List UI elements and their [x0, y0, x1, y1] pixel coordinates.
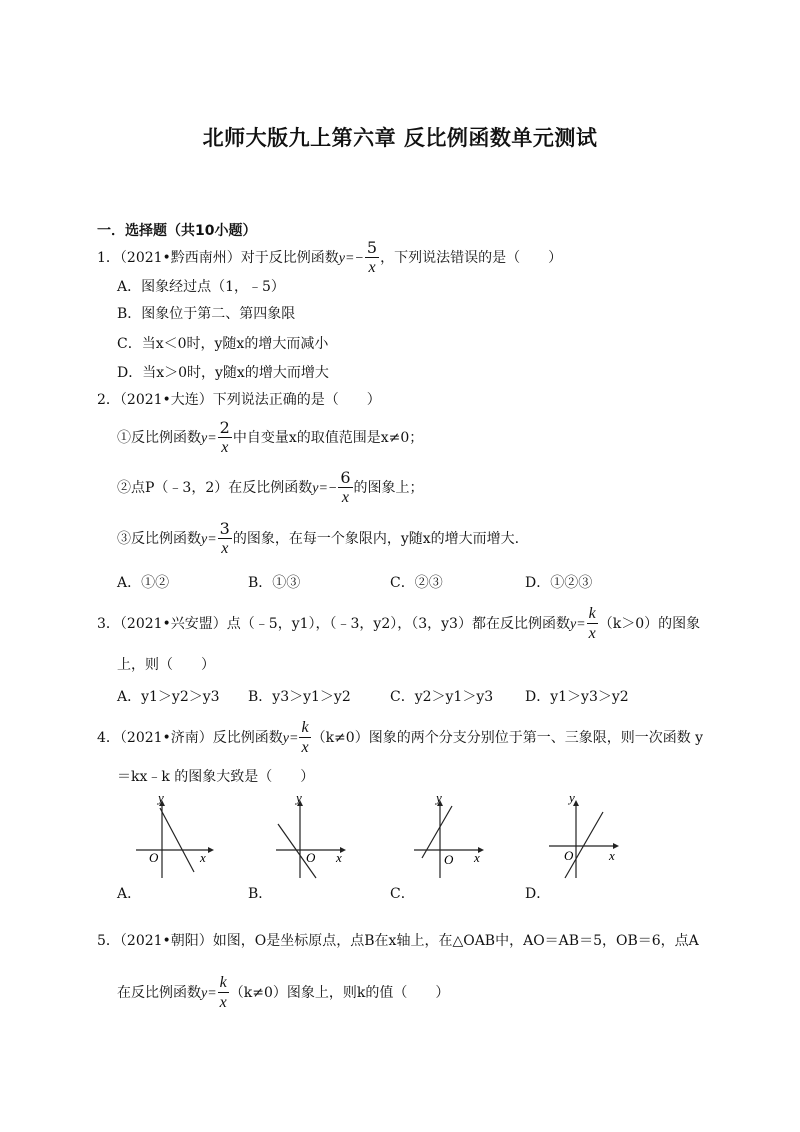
q4-func-lhs: y=	[282, 731, 299, 746]
q4-fraction	[299, 720, 310, 756]
y-label: y	[296, 792, 302, 805]
y-label: y	[436, 792, 442, 805]
q2-s3-num: 3	[219, 519, 230, 538]
q1-option-d[interactable]: D．当x＞0时，y随x的增大而增大	[117, 365, 329, 381]
q3-option-a[interactable]: A．y1＞y2＞y3	[117, 689, 220, 705]
question-2-stem: 2．（2021•大连）下列说法正确的是（ ）	[97, 392, 381, 408]
x-label: x	[200, 850, 206, 865]
q4-option-c[interactable]: C．	[390, 886, 415, 902]
q2-s2-pre: ②点P（﹣3，2）在反比例函数	[117, 480, 313, 496]
q3-stem-post: （k＞0）的图象	[598, 616, 701, 632]
q4-frac-den: x	[301, 739, 309, 756]
q2-statement-2	[117, 470, 424, 506]
q5-func-lhs: y=	[201, 986, 217, 1001]
q1-option-a[interactable]: A．图象经过点（1，﹣5）	[117, 279, 285, 295]
q3-option-c[interactable]: C．y2＞y1＞y3	[390, 689, 494, 705]
q2-option-c[interactable]: C．②③	[390, 575, 443, 591]
q1-option-c[interactable]: C．当x＜0时，y随x的增大而减小	[117, 336, 329, 352]
q3-option-b[interactable]: B．y3＞y1＞y2	[248, 689, 351, 705]
q2-option-d[interactable]: D．①②③	[525, 575, 593, 591]
q2-s1-pre: ①反比例函数	[117, 430, 201, 446]
q1-frac-num: 5	[366, 238, 378, 257]
q2-s3-lhs: y=	[201, 532, 217, 547]
q4-option-b[interactable]: B．	[248, 886, 273, 902]
q4-option-d[interactable]: D．	[525, 886, 551, 902]
section-heading: 一．选择题（共10小题）	[97, 223, 257, 239]
q2-s3-pre: ③反比例函数	[117, 531, 201, 547]
origin-label: O	[564, 848, 574, 863]
q2-s2-post: 的图象上；	[353, 480, 424, 496]
q2-option-b[interactable]: B．①③	[248, 575, 301, 591]
question-5-stem: 5．（2021•朝阳）如图，O是坐标原点，点B在x轴上，在△OAB中，AO＝AB＝5，OB＝6，点A	[97, 933, 699, 949]
q2-s1-lhs: y=	[201, 431, 217, 446]
q1-fraction	[365, 240, 379, 276]
q5-stem-line2	[117, 975, 449, 1011]
q1-option-b[interactable]: B．图象位于第二、第四象限	[117, 306, 296, 322]
q2-s2-num: 6	[340, 468, 351, 487]
q2-s2-fraction	[338, 470, 352, 506]
q4-graph-b	[270, 792, 360, 882]
q1-stem-pre: 1．（2021•黔西南州）对于反比例函数	[97, 250, 339, 266]
q4-graph-a	[130, 792, 220, 882]
q4-frac-num: k	[301, 719, 309, 736]
q2-s3-fraction	[218, 521, 232, 557]
origin-label: O	[444, 852, 454, 867]
q5-frac-num: k	[219, 974, 227, 991]
q3-frac-num: k	[588, 605, 596, 622]
q5-fraction	[218, 975, 229, 1011]
question-3-stem	[97, 606, 700, 642]
q4-stem-post: （k≠0）图象的两个分支分别位于第一、三象限，则一次函数 y	[311, 730, 704, 746]
q2-s2-lhs: y=−	[312, 481, 338, 496]
q2-s1-den: x	[221, 439, 229, 456]
y-label: y	[158, 792, 164, 805]
page-title: 北师大版九上第六章 反比例函数单元测试	[202, 126, 598, 150]
q4-stem-line2: ＝kx﹣k 的图象大致是（ ）	[117, 769, 315, 785]
question-4-stem	[97, 720, 703, 756]
x-label: x	[336, 850, 342, 865]
q2-s1-post: 中自变量x的取值范围是x≠0；	[232, 430, 424, 446]
origin-label: O	[306, 850, 316, 865]
x-axis-arrow-icon	[208, 847, 214, 853]
q3-stem-pre: 3．（2021•兴安盟）点（﹣5，y1），（﹣3，y2），（3，y3）都在反比例函数	[97, 616, 570, 632]
q2-s3-den: x	[221, 540, 229, 557]
q4-graph-d	[545, 792, 635, 882]
q2-option-a[interactable]: A．①②	[117, 575, 170, 591]
q3-frac-den: x	[588, 625, 596, 642]
origin-label: O	[149, 850, 159, 865]
q2-statement-3	[117, 521, 519, 557]
q3-stem-line2: 上，则（ ）	[117, 657, 215, 673]
q4-stem-pre: 4．（2021•济南）反比例函数	[97, 730, 283, 746]
line-graph	[160, 808, 194, 872]
q3-option-d[interactable]: D．y1＞y3＞y2	[525, 689, 629, 705]
x-label: x	[474, 850, 480, 865]
q2-s3-post: 的图象，在每一个象限内，y随x的增大而增大.	[232, 531, 520, 547]
q1-func-lhs: y=−	[338, 251, 364, 266]
q2-statement-1	[117, 420, 423, 456]
q4-option-a[interactable]: A．	[117, 886, 142, 902]
q5-line2-pre: 在反比例函数	[117, 985, 201, 1001]
q4-graph-c	[408, 792, 498, 882]
q1-stem-post: ，下列说法错误的是（ ）	[380, 250, 563, 266]
q3-fraction	[587, 606, 598, 642]
q3-func-lhs: y=	[569, 617, 586, 632]
y-label: y	[569, 792, 575, 805]
q2-s2-den: x	[341, 489, 349, 506]
q1-frac-den: x	[368, 259, 376, 276]
question-1-stem	[97, 240, 562, 276]
q5-line2-post: （k≠0）图象上，则k的值（ ）	[229, 985, 450, 1001]
q2-s1-num: 2	[219, 418, 230, 437]
line-graph	[565, 812, 603, 878]
x-label: x	[609, 848, 615, 863]
q5-frac-den: x	[219, 994, 227, 1011]
q2-s1-fraction	[218, 420, 232, 456]
